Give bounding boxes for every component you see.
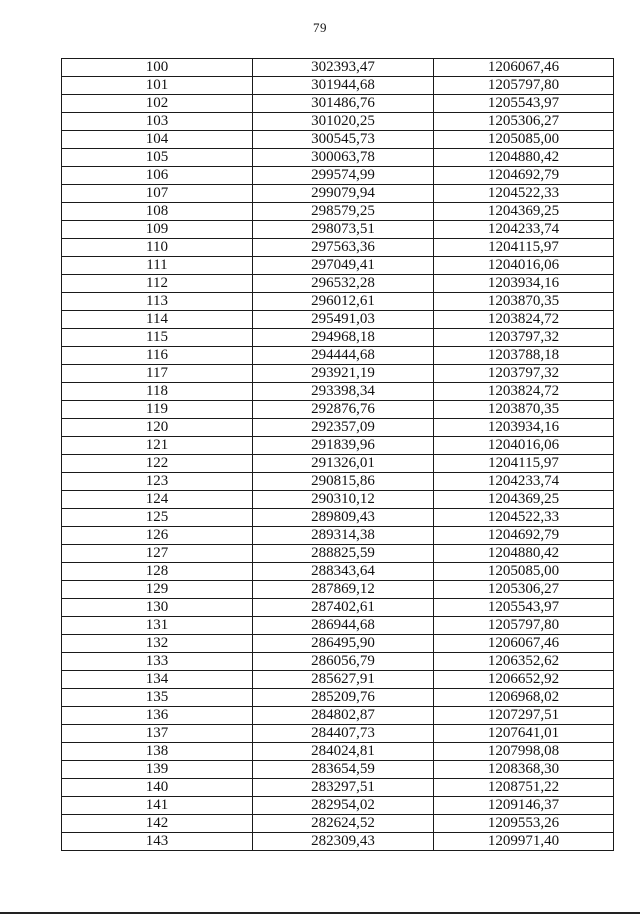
table-row <box>62 239 614 257</box>
table-row <box>62 491 614 509</box>
table-row <box>62 743 614 761</box>
x-coordinate-cell: 296012,61 <box>253 293 434 311</box>
table-row <box>62 599 614 617</box>
point-number-cell: 137 <box>62 725 253 743</box>
x-coordinate-cell: 288343,64 <box>253 563 434 581</box>
point-number-cell: 112 <box>62 275 253 293</box>
point-number-cell: 140 <box>62 779 253 797</box>
point-number-cell: 133 <box>62 653 253 671</box>
point-number-cell: 107 <box>62 185 253 203</box>
x-coordinate-cell: 294968,18 <box>253 329 434 347</box>
point-number-cell: 138 <box>62 743 253 761</box>
point-number-cell: 120 <box>62 419 253 437</box>
point-number-cell: 122 <box>62 455 253 473</box>
point-number-cell: 106 <box>62 167 253 185</box>
x-coordinate-cell: 293921,19 <box>253 365 434 383</box>
x-coordinate-cell: 297049,41 <box>253 257 434 275</box>
table-row <box>62 455 614 473</box>
point-number-cell: 136 <box>62 707 253 725</box>
table-row <box>62 581 614 599</box>
y-coordinate-cell: 1203797,32 <box>434 365 614 383</box>
table-row <box>62 401 614 419</box>
x-coordinate-cell: 300063,78 <box>253 149 434 167</box>
y-coordinate-cell: 1204369,25 <box>434 491 614 509</box>
y-coordinate-cell: 1203797,32 <box>434 329 614 347</box>
table-row <box>62 437 614 455</box>
y-coordinate-cell: 1208751,22 <box>434 779 614 797</box>
x-coordinate-cell: 292876,76 <box>253 401 434 419</box>
point-number-cell: 103 <box>62 113 253 131</box>
y-coordinate-cell: 1206968,02 <box>434 689 614 707</box>
x-coordinate-cell: 289314,38 <box>253 527 434 545</box>
y-coordinate-cell: 1204016,06 <box>434 437 614 455</box>
y-coordinate-cell: 1204522,33 <box>434 509 614 527</box>
x-coordinate-cell: 291326,01 <box>253 455 434 473</box>
y-coordinate-cell: 1204233,74 <box>434 473 614 491</box>
y-coordinate-cell: 1203824,72 <box>434 311 614 329</box>
y-coordinate-cell: 1206352,62 <box>434 653 614 671</box>
y-coordinate-cell: 1205797,80 <box>434 617 614 635</box>
point-number-cell: 109 <box>62 221 253 239</box>
point-number-cell: 121 <box>62 437 253 455</box>
table-row <box>62 347 614 365</box>
point-number-cell: 110 <box>62 239 253 257</box>
table-row <box>62 653 614 671</box>
table-row <box>62 779 614 797</box>
x-coordinate-cell: 283297,51 <box>253 779 434 797</box>
point-number-cell: 143 <box>62 833 253 851</box>
x-coordinate-cell: 302393,47 <box>253 59 434 77</box>
point-number-cell: 116 <box>62 347 253 365</box>
y-coordinate-cell: 1204692,79 <box>434 527 614 545</box>
x-coordinate-cell: 301486,76 <box>253 95 434 113</box>
table-row <box>62 563 614 581</box>
x-coordinate-cell: 300545,73 <box>253 131 434 149</box>
table-row <box>62 95 614 113</box>
point-number-cell: 111 <box>62 257 253 275</box>
point-number-cell: 104 <box>62 131 253 149</box>
x-coordinate-cell: 285209,76 <box>253 689 434 707</box>
table-row <box>62 617 614 635</box>
x-coordinate-cell: 292357,09 <box>253 419 434 437</box>
y-coordinate-cell: 1203870,35 <box>434 401 614 419</box>
table-row <box>62 59 614 77</box>
table-row <box>62 275 614 293</box>
y-coordinate-cell: 1209146,37 <box>434 797 614 815</box>
x-coordinate-cell: 288825,59 <box>253 545 434 563</box>
table-row <box>62 365 614 383</box>
table-row <box>62 707 614 725</box>
point-number-cell: 141 <box>62 797 253 815</box>
table-row <box>62 833 614 851</box>
point-number-cell: 132 <box>62 635 253 653</box>
x-coordinate-cell: 297563,36 <box>253 239 434 257</box>
y-coordinate-cell: 1203934,16 <box>434 419 614 437</box>
y-coordinate-cell: 1205306,27 <box>434 113 614 131</box>
y-coordinate-cell: 1209553,26 <box>434 815 614 833</box>
y-coordinate-cell: 1204880,42 <box>434 545 614 563</box>
y-coordinate-cell: 1207297,51 <box>434 707 614 725</box>
table-row <box>62 77 614 95</box>
y-coordinate-cell: 1205085,00 <box>434 563 614 581</box>
table-row <box>62 671 614 689</box>
y-coordinate-cell: 1205306,27 <box>434 581 614 599</box>
y-coordinate-cell: 1204692,79 <box>434 167 614 185</box>
x-coordinate-cell: 286495,90 <box>253 635 434 653</box>
point-number-cell: 135 <box>62 689 253 707</box>
x-coordinate-cell: 291839,96 <box>253 437 434 455</box>
x-coordinate-cell: 282954,02 <box>253 797 434 815</box>
x-coordinate-cell: 290310,12 <box>253 491 434 509</box>
y-coordinate-cell: 1207641,01 <box>434 725 614 743</box>
table-row <box>62 473 614 491</box>
point-number-cell: 100 <box>62 59 253 77</box>
table-row <box>62 167 614 185</box>
point-number-cell: 139 <box>62 761 253 779</box>
x-coordinate-cell: 284802,87 <box>253 707 434 725</box>
point-number-cell: 101 <box>62 77 253 95</box>
coordinates-table <box>61 58 614 851</box>
y-coordinate-cell: 1206652,92 <box>434 671 614 689</box>
point-number-cell: 130 <box>62 599 253 617</box>
x-coordinate-cell: 287402,61 <box>253 599 434 617</box>
point-number-cell: 108 <box>62 203 253 221</box>
y-coordinate-cell: 1208368,30 <box>434 761 614 779</box>
x-coordinate-cell: 284407,73 <box>253 725 434 743</box>
y-coordinate-cell: 1206067,46 <box>434 635 614 653</box>
y-coordinate-cell: 1205543,97 <box>434 599 614 617</box>
y-coordinate-cell: 1207998,08 <box>434 743 614 761</box>
y-coordinate-cell: 1203934,16 <box>434 275 614 293</box>
table-row <box>62 797 614 815</box>
point-number-cell: 115 <box>62 329 253 347</box>
table-row <box>62 149 614 167</box>
x-coordinate-cell: 298579,25 <box>253 203 434 221</box>
x-coordinate-cell: 283654,59 <box>253 761 434 779</box>
x-coordinate-cell: 301020,25 <box>253 113 434 131</box>
point-number-cell: 102 <box>62 95 253 113</box>
table-row <box>62 689 614 707</box>
table-row <box>62 527 614 545</box>
x-coordinate-cell: 286056,79 <box>253 653 434 671</box>
point-number-cell: 129 <box>62 581 253 599</box>
table-row <box>62 203 614 221</box>
x-coordinate-cell: 301944,68 <box>253 77 434 95</box>
y-coordinate-cell: 1204115,97 <box>434 239 614 257</box>
point-number-cell: 126 <box>62 527 253 545</box>
y-coordinate-cell: 1204233,74 <box>434 221 614 239</box>
point-number-cell: 113 <box>62 293 253 311</box>
y-coordinate-cell: 1204522,33 <box>434 185 614 203</box>
table-row <box>62 185 614 203</box>
y-coordinate-cell: 1205543,97 <box>434 95 614 113</box>
y-coordinate-cell: 1209971,40 <box>434 833 614 851</box>
x-coordinate-cell: 290815,86 <box>253 473 434 491</box>
x-coordinate-cell: 282309,43 <box>253 833 434 851</box>
x-coordinate-cell: 298073,51 <box>253 221 434 239</box>
point-number-cell: 128 <box>62 563 253 581</box>
y-coordinate-cell: 1203788,18 <box>434 347 614 365</box>
table-row <box>62 419 614 437</box>
y-coordinate-cell: 1204115,97 <box>434 455 614 473</box>
table-row <box>62 815 614 833</box>
x-coordinate-cell: 299574,99 <box>253 167 434 185</box>
table-row <box>62 635 614 653</box>
point-number-cell: 125 <box>62 509 253 527</box>
point-number-cell: 117 <box>62 365 253 383</box>
point-number-cell: 118 <box>62 383 253 401</box>
coordinates-table-body <box>62 59 614 851</box>
point-number-cell: 114 <box>62 311 253 329</box>
point-number-cell: 119 <box>62 401 253 419</box>
table-row <box>62 509 614 527</box>
table-row <box>62 221 614 239</box>
point-number-cell: 134 <box>62 671 253 689</box>
page-bottom-rule <box>0 912 640 914</box>
x-coordinate-cell: 287869,12 <box>253 581 434 599</box>
x-coordinate-cell: 293398,34 <box>253 383 434 401</box>
table-row <box>62 329 614 347</box>
x-coordinate-cell: 286944,68 <box>253 617 434 635</box>
table-row <box>62 257 614 275</box>
table-row <box>62 113 614 131</box>
x-coordinate-cell: 285627,91 <box>253 671 434 689</box>
point-number-cell: 127 <box>62 545 253 563</box>
y-coordinate-cell: 1205797,80 <box>434 77 614 95</box>
page-number: 79 <box>313 20 327 35</box>
y-coordinate-cell: 1206067,46 <box>434 59 614 77</box>
x-coordinate-cell: 282624,52 <box>253 815 434 833</box>
point-number-cell: 124 <box>62 491 253 509</box>
x-coordinate-cell: 295491,03 <box>253 311 434 329</box>
y-coordinate-cell: 1204880,42 <box>434 149 614 167</box>
table-row <box>62 725 614 743</box>
table-row <box>62 383 614 401</box>
x-coordinate-cell: 296532,28 <box>253 275 434 293</box>
y-coordinate-cell: 1204016,06 <box>434 257 614 275</box>
table-row <box>62 311 614 329</box>
x-coordinate-cell: 294444,68 <box>253 347 434 365</box>
point-number-cell: 105 <box>62 149 253 167</box>
y-coordinate-cell: 1205085,00 <box>434 131 614 149</box>
table-row <box>62 545 614 563</box>
x-coordinate-cell: 289809,43 <box>253 509 434 527</box>
table-row <box>62 761 614 779</box>
point-number-cell: 131 <box>62 617 253 635</box>
y-coordinate-cell: 1203870,35 <box>434 293 614 311</box>
x-coordinate-cell: 284024,81 <box>253 743 434 761</box>
point-number-cell: 123 <box>62 473 253 491</box>
table-row <box>62 131 614 149</box>
x-coordinate-cell: 299079,94 <box>253 185 434 203</box>
point-number-cell: 142 <box>62 815 253 833</box>
table-row <box>62 293 614 311</box>
y-coordinate-cell: 1204369,25 <box>434 203 614 221</box>
y-coordinate-cell: 1203824,72 <box>434 383 614 401</box>
